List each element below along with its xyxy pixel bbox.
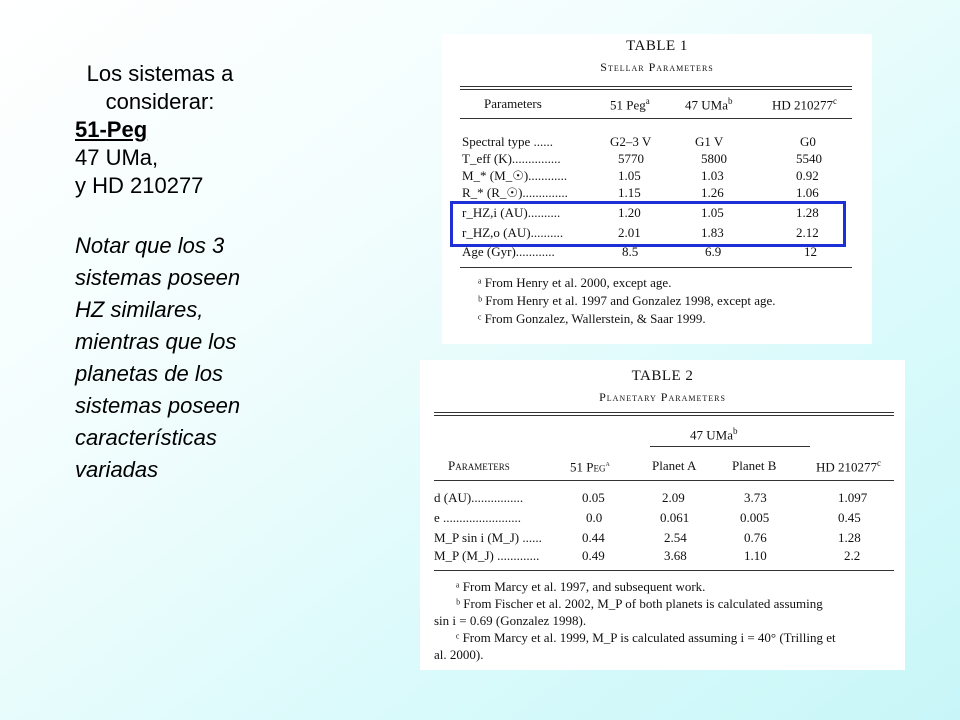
table-2-footnote: ᵃ From Marcy et al. 1997, and subsequent work. <box>456 579 706 594</box>
table-1-footnote: ᶜ From Gonzalez, Wallerstein, & Saar 1999. <box>478 311 706 326</box>
note-line: sistemas poseen <box>75 265 241 290</box>
table-2-bottom-rule <box>434 570 894 571</box>
table-1-top-rule-double <box>460 89 852 90</box>
table-1-header-rule <box>460 118 852 119</box>
note-line: mientras que los <box>75 329 237 354</box>
table-1-footnote: ᵃ From Henry et al. 2000, except age. <box>478 275 672 290</box>
table-1-header-hd210277: HD 210277$^c$ <box>772 96 838 113</box>
note-line: características <box>75 425 217 450</box>
note-line: HZ similares, <box>75 297 204 322</box>
table-1-header-47uma: 47 UMa$^b$ <box>685 96 733 113</box>
table-2-footnote: al. 2000). <box>434 647 484 662</box>
hz-rows-highlight-box <box>450 201 846 247</box>
table-2-top-rule <box>434 412 894 413</box>
table-2-footnote: ᶜ From Marcy et al. 1999, M_P is calculated assuming i = 40° (Trilling et <box>456 630 836 645</box>
table-2-top-rule-double <box>434 415 894 416</box>
note-line: planetas de los <box>75 361 223 386</box>
system-47-uma: 47 UMa, <box>75 145 159 170</box>
table-2-planetary-parameters: TABLE 2 Planetary Parameters 47 UMa$^b$ Parameters 51 Peg$^a$ Planet A Planet B HD 210277$^c$ d (AU)................ 0.05 2.09 3.73 1.097 e ........................ 0.0 0.061 0.005 0.45 M_P sin i (M_J) ...... 0.44 2.54 0.76 1.28 M_P (M_J) ............. 0.49 3.68 1.10 2.2 ᵃ From Marcy et al. 1997, and subsequent work. ᵇ From Fischer et al. 2002, M_P of both planets is calculated assuming sin i = 0.69 (Gonzalez 1998). ᶜ From Marcy et al. 1999, M_P is calculated assuming i = 40° (Trilling et al. 2000). <box>420 360 905 670</box>
table-2-header-rule <box>434 480 894 481</box>
table-1-title: TABLE 1 <box>626 38 688 54</box>
table-2-header-51peg: 51 Peg$^a$ <box>570 458 610 475</box>
system-51-peg: 51-Peg <box>75 117 148 142</box>
table-2-header-parameters: Parameters <box>448 458 510 473</box>
table-2-footnote: ᵇ From Fischer et al. 2002, M_P of both planets is calculated assuming <box>456 596 823 611</box>
note-line: variadas <box>75 457 159 482</box>
table-2-footnote: sin i = 0.69 (Gonzalez 1998). <box>434 613 587 628</box>
system-hd-210277: y HD 210277 <box>75 173 204 198</box>
table-1-header-51peg: 51 Peg$^a$ <box>610 96 650 113</box>
note-paragraph <box>75 230 395 486</box>
table-2-header-planet-b: Planet B <box>732 458 777 473</box>
table-2-header-planet-a: Planet A <box>652 458 697 473</box>
table-1-subtitle: Stellar Parameters <box>600 60 714 74</box>
table-1-header-parameters: Parameters <box>484 96 542 111</box>
table-2-subtitle: Planetary Parameters <box>599 390 726 404</box>
table-2-group-header-47uma: 47 UMa$^b$ <box>690 426 738 443</box>
note-line: Notar que los 3 <box>75 233 225 258</box>
left-text-block <box>75 60 395 486</box>
table-2-group-rule <box>650 446 810 447</box>
table-2-header-hd210277: HD 210277$^c$ <box>816 458 882 475</box>
heading-line-1: Los sistemas a <box>86 61 234 86</box>
heading-line-2: considerar: <box>105 89 215 114</box>
table-2-title: TABLE 2 <box>631 368 694 384</box>
table-1-top-rule <box>460 86 852 87</box>
slide-heading <box>0 60 320 116</box>
table-1-footnote: ᵇ From Henry et al. 1997 and Gonzalez 1998, except age. <box>478 293 776 308</box>
note-line: sistemas poseen <box>75 393 241 418</box>
table-1-stellar-parameters: TABLE 1 Stellar Parameters Parameters 51 Peg$^a$ 47 UMa$^b$ HD 210277$^c$ Spectral type ...... G2–3 V G1 V G0 T_eff (K)............... 5770 5800 5540 M_* (M_☉)............ 1.05 1.03 0.92 R_* (R_☉).............. 1.15 1.26 1.06 r_HZ,i (AU).......... 1.20 1.05 1.28 r_HZ,o (AU).......... 2.01 1.83 2.12 Age (Gyr)............ 8.5 6.9 12 ᵃ From Henry et al. 2000, except age. ᵇ From Henry et al. 1997 and Gonzalez 1998, except age. ᶜ From Gonzalez, Wallerstein, & Saar 1999. <box>442 34 872 344</box>
table-1-bottom-rule <box>460 267 852 268</box>
